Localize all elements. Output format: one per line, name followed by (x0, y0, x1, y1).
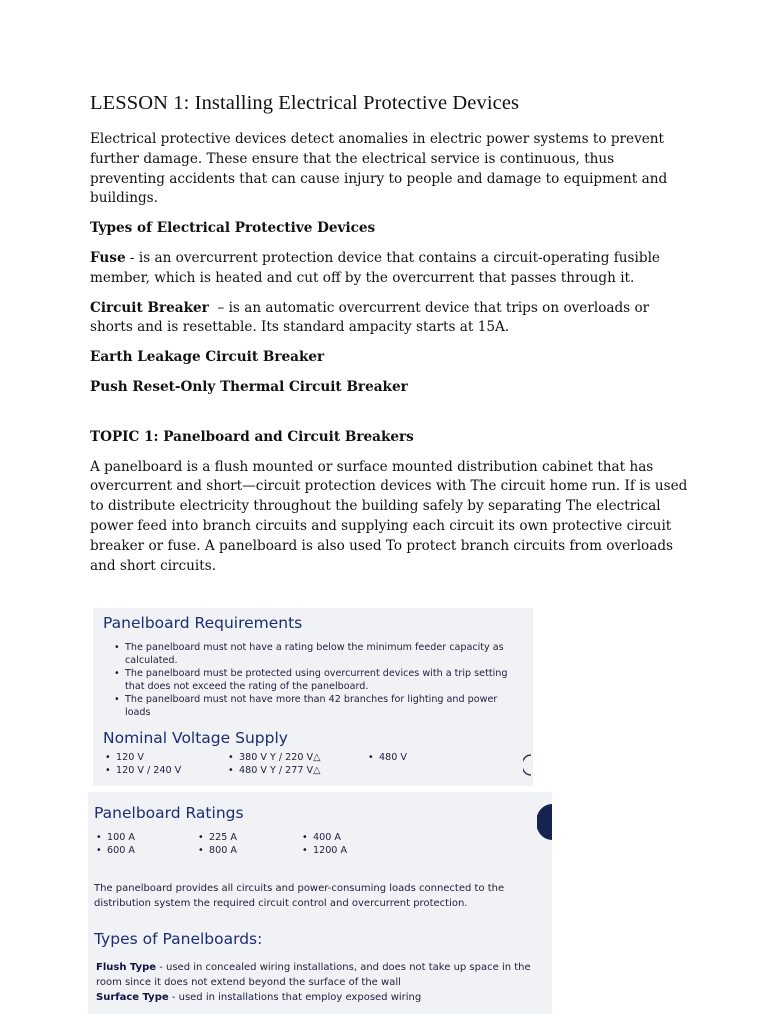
logo-fragment-icon (523, 754, 533, 776)
panelboard-ratings-slide (88, 792, 552, 1014)
ratings-column-3 (302, 831, 392, 857)
requirement-item: • The panelboard must not have more than 42 branches for lighting and power loads (114, 693, 524, 719)
voltage-item: • 380 V Y / 220 V△ (228, 751, 368, 764)
elcb-heading: Earth Leakage Circuit Breaker (90, 349, 325, 366)
fuse-paragraph (90, 249, 690, 289)
ratings-title: Panelboard Ratings (94, 804, 244, 822)
requirement-item: • The panelboard must not have a rating below the minimum feeder capacity as calculated. (114, 641, 524, 667)
requirement-item: • The panelboard must be protected using overcurrent devices with a trip setting that does not exceed the rating of the panelboard. (114, 667, 524, 693)
lesson-title: LESSON 1: Installing Electrical Protective Devices (90, 92, 520, 114)
fuse-term: Fuse (90, 249, 126, 266)
types-heading: Types of Electrical Protective Devices (90, 220, 376, 237)
rating-item: • 800 A (198, 844, 288, 857)
voltage-column-2 (228, 751, 368, 777)
rating-item: • 400 A (302, 831, 392, 844)
flush-type-term: Flush Type (96, 962, 157, 973)
topic-title: TOPIC 1: Panelboard and Circuit Breakers (90, 428, 414, 445)
surface-type-term: Surface Type (96, 992, 169, 1003)
panelboard-types-title: Types of Panelboards: (94, 930, 263, 948)
ratings-column-1 (96, 831, 186, 857)
lesson-document (90, 92, 690, 586)
flush-type-item (96, 960, 552, 990)
requirements-list (114, 641, 524, 719)
topic-body: A panelboard is a flush mounted or surface mounted distribution cabinet that has overcurrent and short—circuit protection devices with The circuit home run. If is used to distribute electricity throughout the building safely by separating The electrical power feed into branch circuits and supplying each circuit its own protective circuit breaker or fuse. A panelboard is also used To protect branch circuits from overloads and short circuits. (90, 458, 688, 574)
voltage-item: • 480 V (368, 751, 448, 764)
surface-type-item (96, 990, 552, 1005)
voltage-item: • 120 V (105, 751, 225, 764)
rating-item: • 100 A (96, 831, 186, 844)
rating-item: • 225 A (198, 831, 288, 844)
flush-type-definition: - used in concealed wiring installations, and does not take up space in the room since it does not extend beyond the surface of the wall (96, 962, 531, 988)
panelboard-types-list (96, 960, 552, 1005)
fuse-definition: - is an overcurrent protection device that contains a circuit-operating fusible member, which is heated and cut off by the overcurrent that passes through it. (90, 249, 660, 286)
push-reset-heading: Push Reset-Only Thermal Circuit Breaker (90, 378, 408, 395)
requirements-title: Panelboard Requirements (103, 614, 303, 632)
panelboard-requirements-slide (93, 608, 533, 786)
rating-item: • 1200 A (302, 844, 392, 857)
voltage-title: Nominal Voltage Supply (103, 729, 288, 747)
breaker-paragraph (90, 299, 690, 339)
voltage-item: • 480 V Y / 277 V△ (228, 764, 368, 777)
ratings-column-2 (198, 831, 288, 857)
voltage-column-1 (105, 751, 225, 777)
voltage-column-3 (368, 751, 448, 764)
breaker-definition: – is an automatic overcurrent device that trips on overloads or shorts and is resettable. Its standard ampacity starts at 15A. (90, 299, 654, 336)
lesson-intro: Electrical protective devices detect anomalies in electric power systems to prevent further damage. These ensure that the electrical service is continuous, thus preventing accidents that can cause injury to people and damage to equipment and buildings. (90, 131, 668, 207)
rating-item: • 600 A (96, 844, 186, 857)
breaker-term: Circuit Breaker (90, 299, 209, 316)
surface-type-definition: - used in installations that employ exposed wiring (168, 992, 422, 1003)
voltage-item: • 120 V / 240 V (105, 764, 225, 777)
logo-fragment-icon (537, 804, 552, 840)
ratings-description: The panelboard provides all circuits and power-consuming loads connected to the distribution system the required circuit control and overcurrent protection. (94, 883, 505, 909)
